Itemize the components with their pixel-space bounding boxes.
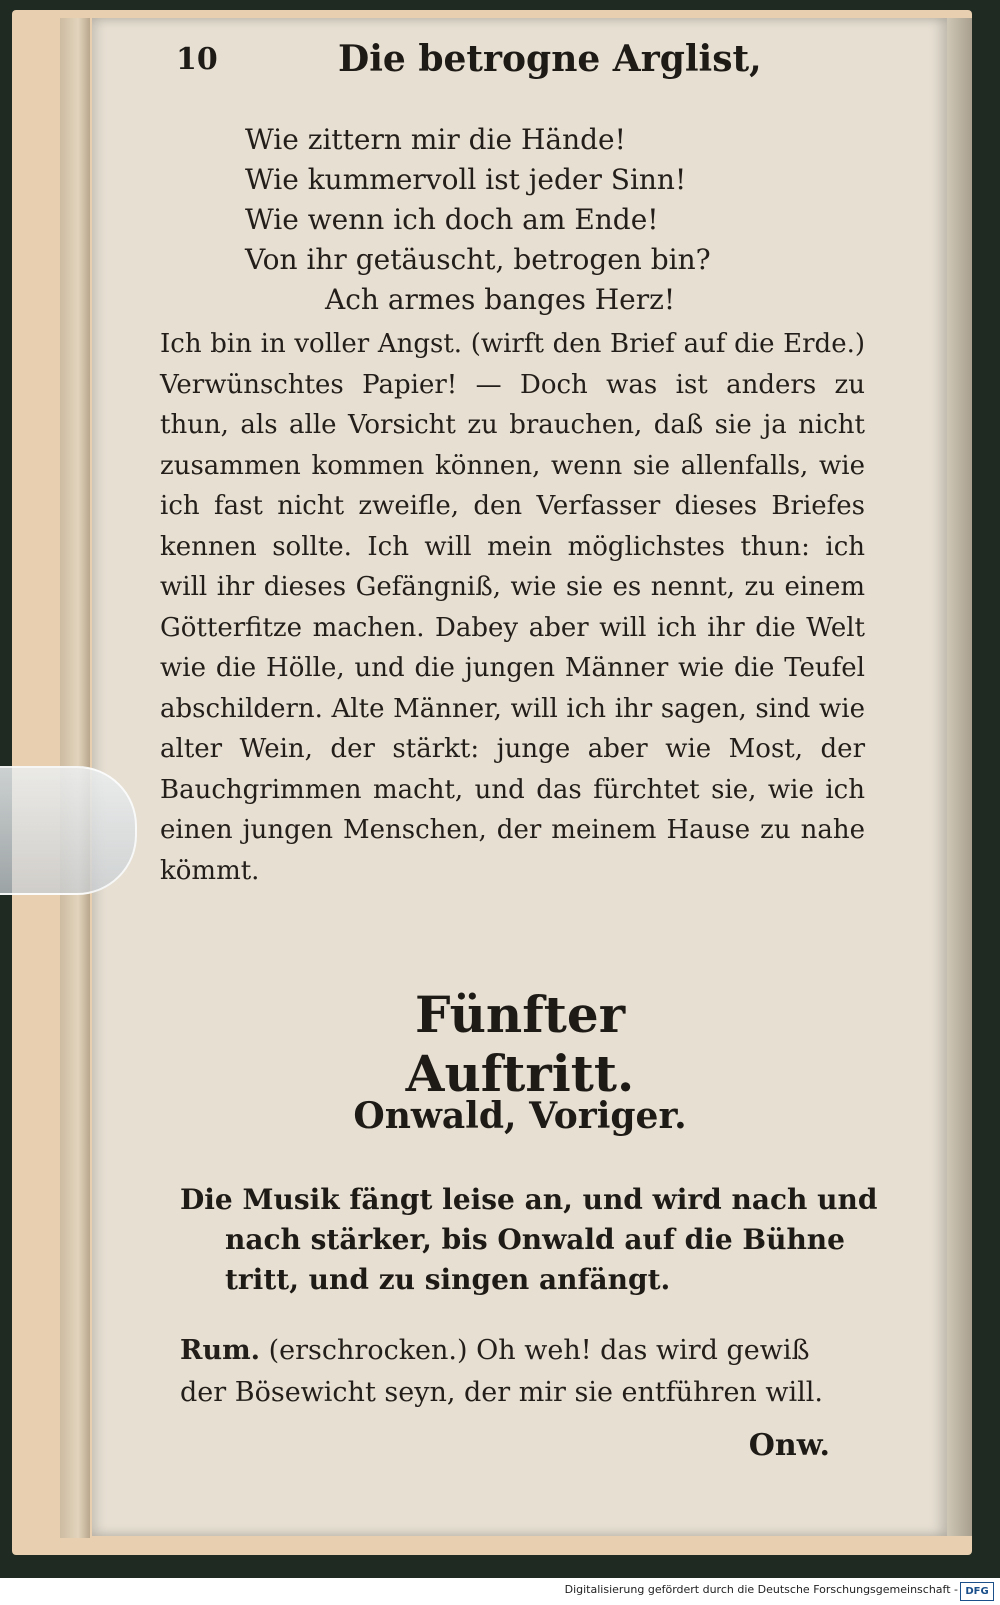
scene-characters: Onwald, Voriger. bbox=[353, 1095, 687, 1137]
page-clip bbox=[0, 766, 137, 895]
verse-line: Ach armes banges Herz! bbox=[325, 283, 676, 316]
page-number: 10 bbox=[176, 42, 218, 77]
page-right-edge bbox=[947, 18, 972, 1536]
footer-credit: Digitalisierung gefördert durch die Deutsche Forschungsgemeinschaft - bbox=[564, 1583, 958, 1596]
dialogue-text: (erschrocken.) Oh weh! das wird gewiß der Bösewicht seyn, der mir sie entführen will. bbox=[180, 1335, 823, 1408]
running-title: Die betrogne Arglist, bbox=[338, 38, 762, 80]
dialogue-line bbox=[180, 1330, 860, 1414]
verse-line: Wie kummervoll ist jeder Sinn! bbox=[245, 163, 687, 196]
scene-title: Fünfter Auftritt. bbox=[405, 985, 635, 1103]
footer-bar bbox=[0, 1578, 1000, 1605]
verse-block bbox=[245, 120, 711, 320]
prose-paragraph: Ich bin in voller Angst. (wirft den Brief auf die Erde.) Verwünschtes Papier! — Doch was ist anders zu thun, als alle Vorsicht zu brauchen, daß sie ja nicht zusammen kommen können, wenn sie allenfalls, wie ich fast nicht zweifle, den Verfasser dieses Briefes kennen sollte. Ich will mein möglichstes thun: ich will ihr dieses Gefängniß, wie sie es nennt, zu einem Götterfitze machen. Dabey aber will ich ihr die Welt wie die Hölle, und die jungen Männer wie die Teufel abschildern. Alte Männer, will ich ihr sagen, sind wie alter Wein, der stärkt: junge aber wie Most, der Bauchgrimmen macht, und das fürchtet sie, wie ich einen jungen Menschen, der meinem Hause zu nahe kömmt. bbox=[160, 329, 865, 886]
dfg-logo-icon: DFG bbox=[960, 1582, 994, 1601]
verse-line: Von ihr getäuscht, betrogen bin? bbox=[245, 243, 711, 276]
speaker-name: Rum. bbox=[180, 1335, 261, 1366]
catchword: Onw. bbox=[748, 1428, 830, 1463]
stage-direction: Die Musik fängt leise an, und wird nach und nach stärker, bis Onwald auf die Bühne tritt, und zu singen anfängt. bbox=[180, 1183, 878, 1296]
page-header bbox=[158, 30, 768, 90]
verse-line: Wie zittern mir die Hände! bbox=[245, 123, 626, 156]
verse-line: Wie wenn ich doch am Ende! bbox=[245, 203, 659, 236]
